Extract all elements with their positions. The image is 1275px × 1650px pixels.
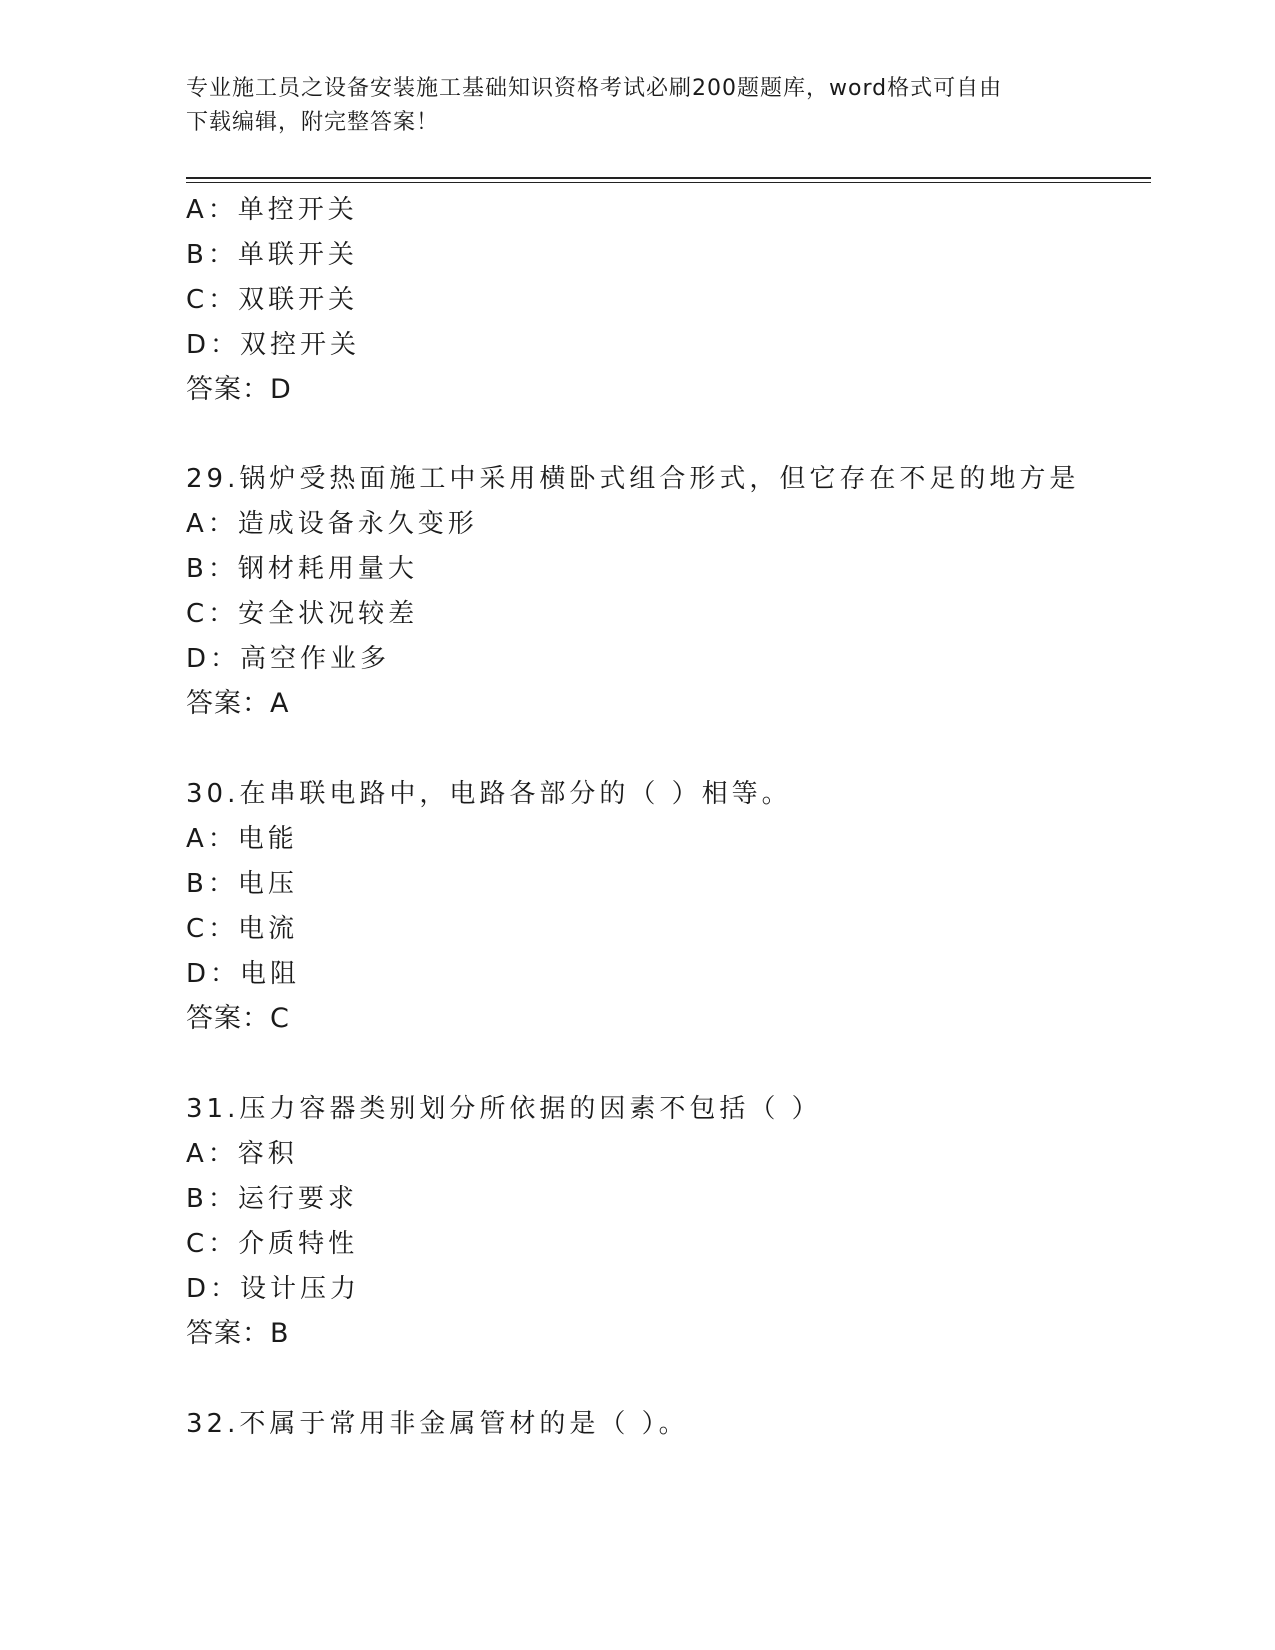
- q28-option-a: A：单控开关: [186, 195, 358, 225]
- q30-option-b: B：电压: [186, 869, 298, 899]
- q28-option-d: D：双控开关: [186, 330, 361, 360]
- q29-option-d: D：高空作业多: [186, 644, 391, 674]
- q31-option-d: D：设计压力: [186, 1274, 361, 1304]
- q31-option-c: C：介质特性: [186, 1229, 359, 1259]
- q29-option-b: B：钢材耗用量大: [186, 554, 418, 584]
- header-line-1: 专业施工员之设备安装施工基础知识资格考试必刷200题题库，word格式可自由: [186, 76, 1003, 101]
- q32-question: 32.不属于常用非金属管材的是（ ）。: [186, 1409, 689, 1439]
- q31-option-b: B：运行要求: [186, 1184, 358, 1214]
- q28-option-b: B：单联开关: [186, 240, 358, 270]
- q30-option-d: D：电阻: [186, 959, 301, 989]
- q29-option-a: A：造成设备永久变形: [186, 509, 478, 539]
- q28-answer: 答案：D: [186, 374, 292, 405]
- q31-option-a: A：容积: [186, 1139, 298, 1169]
- q29-option-c: C：安全状况较差: [186, 599, 419, 629]
- header-divider: [186, 177, 1151, 183]
- q30-answer: 答案：C: [186, 1003, 290, 1034]
- header-line-2: 下载编辑，附完整答案！: [186, 110, 440, 135]
- q30-question: 30.在串联电路中，电路各部分的（ ）相等。: [186, 779, 792, 809]
- document-header: [186, 72, 1086, 140]
- q31-answer: 答案：B: [186, 1318, 290, 1349]
- q29-answer: 答案：A: [186, 688, 290, 719]
- q30-option-c: C：电流: [186, 914, 299, 944]
- q28-option-c: C：双联开关: [186, 285, 359, 315]
- q29-question: 29.锅炉受热面施工中采用横卧式组合形式，但它存在不足的地方是: [186, 464, 1080, 494]
- q31-question: 31.压力容器类别划分所依据的因素不包括（ ）: [186, 1094, 822, 1124]
- q30-option-a: A：电能: [186, 824, 298, 854]
